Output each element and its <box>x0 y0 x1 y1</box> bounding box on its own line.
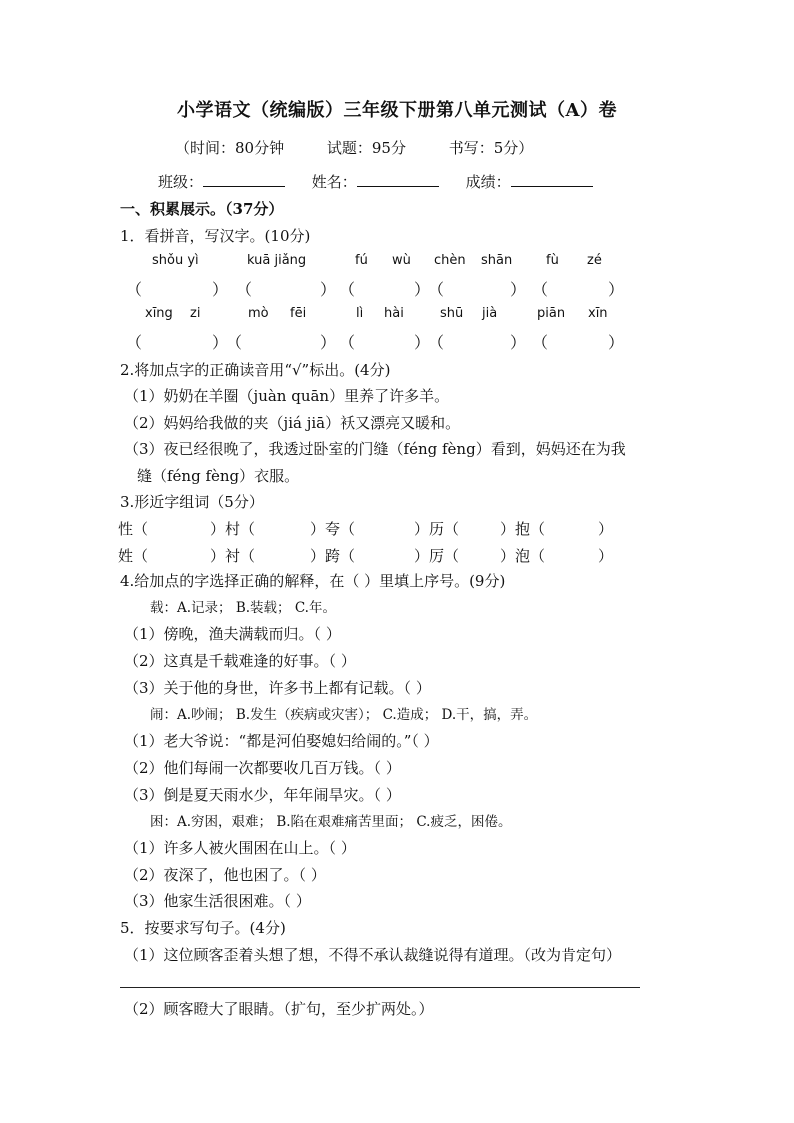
pinyin: xīng <box>145 306 173 321</box>
answer-paren-open: （ <box>532 280 549 299</box>
definition-note: 载：A.记录； B.装载； C.年。 <box>150 600 336 616</box>
answer-paren-open: （ <box>236 280 253 299</box>
answer-line[interactable] <box>120 987 640 988</box>
question-item: （3）倒是夏天雨水少，年年闹旱灾。（ ） <box>124 786 401 804</box>
pinyin: piān <box>537 306 566 321</box>
pinyin: shǒu yì <box>152 253 199 268</box>
exam-meta <box>175 138 571 158</box>
question-score: 试题：95分 <box>326 139 406 157</box>
answer-paren-open: （ <box>532 333 549 352</box>
word-row <box>118 518 613 539</box>
pinyin: chèn <box>434 253 466 268</box>
answer-paren-close: ） <box>510 333 527 352</box>
pinyin: zé <box>587 253 602 268</box>
answer-paren-close: ） <box>414 333 431 352</box>
answer-paren-close: ） <box>212 280 229 299</box>
word-cell: ）村（ <box>210 520 256 538</box>
pinyin: zi <box>190 306 201 321</box>
question-item: （2）妈妈给我做的夹（jiá jiā）袄又漂亮又暖和。 <box>124 414 461 432</box>
question-item: （2）夜深了，他也困了。（ ） <box>124 866 326 884</box>
word-cell: ）厉（ <box>414 547 460 565</box>
question-item: （2）他们每闹一次都要收几百万钱。（ ） <box>124 759 401 777</box>
student-info <box>158 172 615 192</box>
section-heading: 一、积累展示。（37分） <box>120 200 284 218</box>
word-cell: ） <box>598 547 614 565</box>
definition-note: 困：A.穷困，艰难； B.陷在艰难痛苦里面； C.疲乏，困倦。 <box>150 814 512 830</box>
word-cell: ）历（ <box>414 520 460 538</box>
answer-paren-close: ） <box>608 280 625 299</box>
class-field[interactable] <box>203 172 285 187</box>
word-cell: ）泡（ <box>500 547 546 565</box>
word-cell: ）衬（ <box>210 547 256 565</box>
question-item: （3）夜已经很晚了，我透过卧室的门缝（féng fèng）看到，妈妈还在为我 <box>124 440 626 458</box>
class-label: 班级： <box>158 173 204 191</box>
question-item: （1）老大爷说：“都是河伯娶媳妇给闹的。”（ ） <box>124 732 439 750</box>
word-cell: ） <box>598 520 614 538</box>
question-4-heading: 4.给加点的字选择正确的解释，在（ ）里填上序号。(9分) <box>120 572 506 590</box>
pinyin: fù <box>546 253 559 268</box>
answer-paren-open: （ <box>428 333 445 352</box>
time-limit: （时间：80分钟 <box>175 139 285 157</box>
word-cell: 性（ <box>118 520 149 538</box>
page-title: 小学语文（统编版）三年级下册第八单元测试（A）卷 <box>177 100 617 121</box>
grade-label: 成绩： <box>465 173 511 191</box>
pinyin: lì <box>356 306 364 321</box>
pinyin: jià <box>482 306 498 321</box>
question-item: （1）这位顾客歪着头想了想，不得不承认裁缝说得有道理。（改为肯定句） <box>124 946 622 964</box>
definition-note: 闹：A.吵闹； B.发生（疾病或灾害）； C.造成； D.干，搞，弄。 <box>150 707 538 723</box>
answer-paren-open: （ <box>339 333 356 352</box>
answer-paren-close: ） <box>212 333 229 352</box>
answer-paren-close: ） <box>608 333 625 352</box>
word-cell: ）跨（ <box>310 547 356 565</box>
writing-score: 书写：5分） <box>448 139 534 157</box>
grade-field[interactable] <box>511 172 593 187</box>
answer-paren-close: ） <box>320 280 337 299</box>
word-cell: ）夸（ <box>310 520 356 538</box>
question-item: （3）关于他的身世，许多书上都有记载。（ ） <box>124 679 431 697</box>
pinyin: shū <box>440 306 464 321</box>
question-item: （1）许多人被火围困在山上。（ ） <box>124 839 356 857</box>
answer-paren-open: （ <box>126 333 143 352</box>
question-item: （1）奶奶在羊圈（juàn quān）里养了许多羊。 <box>124 387 450 405</box>
pinyin: mò <box>248 306 269 321</box>
answer-paren-close: ） <box>510 280 527 299</box>
question-item-continued: 缝（féng fèng）衣服。 <box>137 467 300 485</box>
answer-paren-open: （ <box>339 280 356 299</box>
word-row <box>118 545 613 566</box>
question-item: （2）这真是千载难逢的好事。（ ） <box>124 652 356 670</box>
pinyin: xīn <box>588 306 608 321</box>
pinyin: fēi <box>290 306 307 321</box>
answer-paren-open: （ <box>226 333 243 352</box>
answer-paren-close: ） <box>320 333 337 352</box>
answer-paren-close: ） <box>414 280 431 299</box>
pinyin: shān <box>481 253 513 268</box>
question-2-heading: 2.将加点字的正确读音用“√”标出。(4分) <box>120 361 391 379</box>
question-item: （3）他家生活很困难。（ ） <box>124 892 311 910</box>
question-3-heading: 3.形近字组词（5分） <box>120 493 264 511</box>
word-cell: ）抱（ <box>500 520 546 538</box>
answer-paren-open: （ <box>126 280 143 299</box>
answer-paren-open: （ <box>428 280 445 299</box>
name-field[interactable] <box>357 172 439 187</box>
pinyin: kuā jiǎng <box>247 253 307 268</box>
pinyin: wù <box>392 253 411 268</box>
name-label: 姓名： <box>311 173 357 191</box>
question-item: （1）傍晚，渔夫满载而归。（ ） <box>124 625 341 643</box>
question-item: （2）顾客瞪大了眼睛。（扩句，至少扩两处。） <box>124 1000 434 1018</box>
pinyin: fú <box>355 253 368 268</box>
question-5-heading: 5．按要求写句子。(4分) <box>120 919 286 937</box>
word-cell: 姓（ <box>118 547 149 565</box>
question-1-heading: 1．看拼音，写汉字。(10分) <box>120 227 311 245</box>
pinyin: hài <box>384 306 404 321</box>
